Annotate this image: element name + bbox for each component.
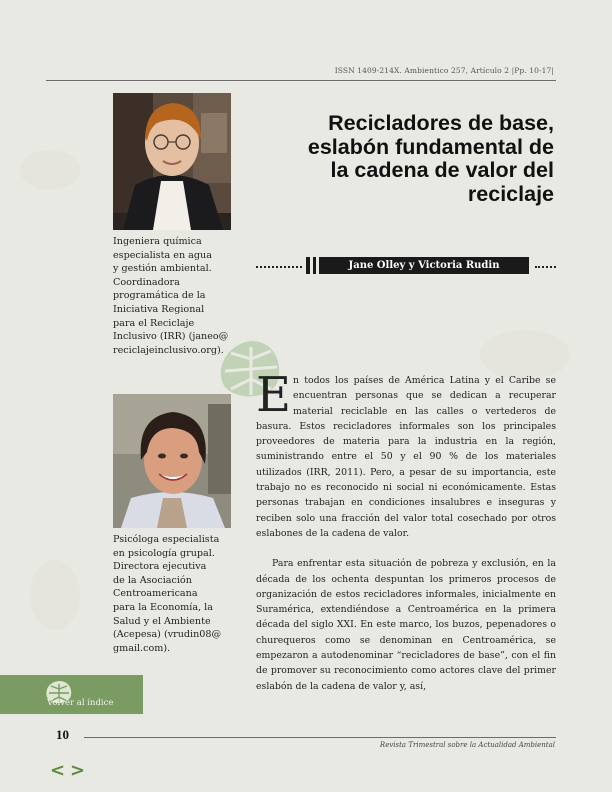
author-photo-olley	[113, 93, 231, 230]
author-bio-olley: Ingeniera química especialista en agua y gestión ambiental. Coordinadora programática de la Iniciativa Regional para el Reciclaje Inclusivo (IRR) (janeo@ reciclajeinclusivo.org).	[113, 236, 229, 356]
page-number: 10	[56, 727, 69, 742]
back-to-index-label: Volver al índice	[47, 698, 114, 708]
footer-divider	[84, 737, 556, 738]
journal-name: Revista Trimestral sobre la Actualidad Ambiental	[379, 741, 555, 749]
next-page-arrow-icon[interactable]: >	[70, 760, 86, 781]
prev-page-arrow-icon[interactable]: <	[50, 760, 66, 781]
issn-line: ISSN 1409-214X. Ambientico 257, Artículo 2 |Pp. 10-17|	[334, 66, 554, 75]
background-texture	[30, 560, 80, 630]
body-paragraph: Para enfrentar esta situación de pobreza y exclusión, en la década de los ochenta despuntan los primeros procesos de organización de estos recicladores informales, inicialmente en Suramérica, extendiéndose a Centroamérica en la primera década del siglo XXI. En este marco, los buzos, pepenadores o churequeros como se denominan en Centroamérica, se empezaron a autodenominar “recicladores de base”, con el fin de promover su reconocimiento como actores clave del primer eslabón de la cadena de valor y, así,	[256, 558, 556, 692]
authors-bar	[306, 257, 533, 274]
back-to-index-button[interactable]	[0, 675, 143, 714]
article-body	[256, 367, 556, 694]
drop-cap: E	[256, 367, 292, 423]
authors-dotted-rule-left	[256, 266, 302, 268]
author-photo-rudin	[113, 394, 231, 528]
header-divider	[46, 80, 556, 81]
background-texture	[20, 150, 80, 190]
authors-names: Jane Olley y Victoria Rudin	[319, 257, 529, 274]
author-bio-rudin: Psicóloga especialista en psicología grupal. Directora ejecutiva de la Asociación Centroamericana para la Economía, la Salud y el Ambiente (Acepesa) (vrudin08@ gmail.com).	[113, 534, 222, 654]
article-title: Recicladores de base, eslabón fundamental de la cadena de valor del reciclaje	[307, 111, 554, 206]
authors-dotted-rule-right	[535, 266, 556, 268]
body-paragraph: En todos los países de América Latina y el Caribe se encuentran personas que se dedican a recuperar material reciclable en las calles o vertederos de basura. Estos recicladores informales son los principales proveedores de materia para la industria en la región, suministrando entre el 50 y el 90 % de los materiales utilizados (IRR, 2011). Pero, a pesar de su importancia, este trabajo no es reconocido ni social ni económicamente. Estas personas trabajan en condiciones insalubres e inseguras y reciben solo una fracción del valor total cosechado por otros eslabones de la cadena de valor.	[256, 367, 556, 539]
